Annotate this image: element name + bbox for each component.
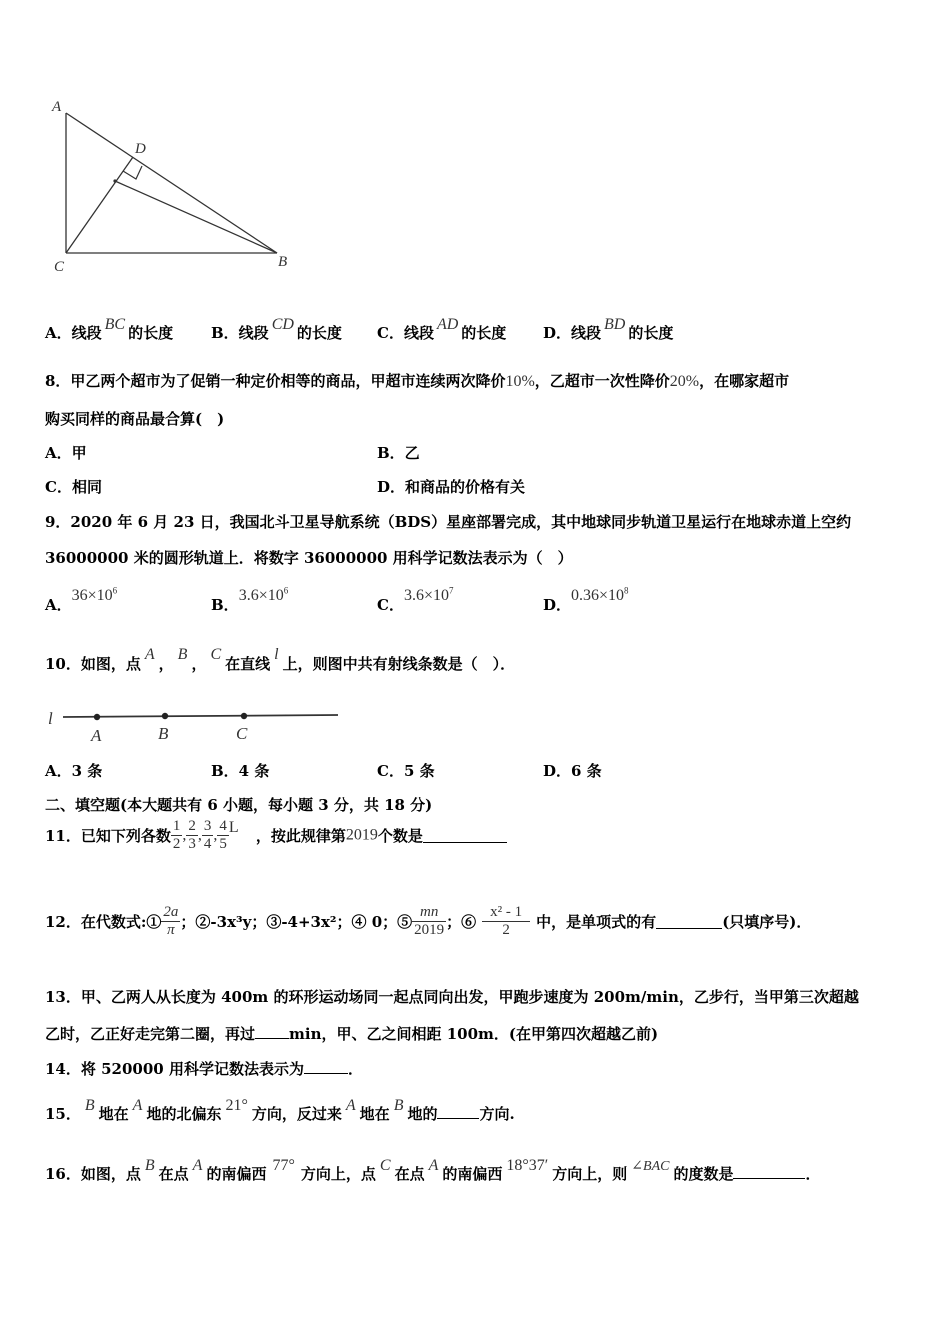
- q11-stem: 11．已知下列各数 $\frac{1}{2}$ , $\frac{2}{3}$ , $\frac{3}{4}$ , $\frac{4}{5}$ L ，按此规律第2019个数是: [45, 818, 507, 853]
- q15-stem: 15． B 地在 A 地的北偏东 21° 方向，反过来 A 地在 B 地的 方向.: [45, 1097, 515, 1123]
- point-label-C: C: [236, 724, 248, 743]
- q8-option-c: C．相同: [45, 478, 102, 496]
- q9-option-d: D．$0.36\times 10^8$: [543, 585, 629, 614]
- q10-option-c: C．5 条: [377, 762, 435, 780]
- q8-stem-line2: 购买同样的商品最合算( ): [45, 410, 225, 428]
- q13-stem-line2: 乙时，乙正好走完第二圈，再过 min，甲、乙之间相距 100m．(在甲第四次超越乙前): [45, 1025, 659, 1043]
- q14-stem: 14．将 520000 用科学记数法表示为 ．: [45, 1060, 363, 1078]
- q7-option-d: D．线段 BD 的长度: [543, 316, 674, 342]
- q7-option-a: A．线段 BC 的长度: [45, 316, 174, 342]
- q8-option-d: D．和商品的价格有关: [377, 478, 526, 496]
- q13-answer-blank[interactable]: [255, 1024, 289, 1039]
- q7-option-b: B．线段 CD 的长度: [211, 316, 342, 342]
- q9-stem-line2: 36000000 米的圆形轨道上．将数字 36000000 用科学记数法表示为（ ）: [45, 549, 573, 567]
- label-B: B: [278, 254, 288, 270]
- q11-answer-blank[interactable]: [423, 828, 507, 843]
- label-A: A: [52, 99, 62, 115]
- q12-answer-blank[interactable]: [656, 914, 722, 929]
- q14-answer-blank[interactable]: [304, 1059, 348, 1074]
- q9-stem: 9．2020 年 6 月 23 日，我国北斗卫星导航系统（BDS）星座部署完成，其中地球同步轨道卫星运行在地球赤道上空约: [45, 513, 852, 531]
- point-label-A: A: [91, 726, 102, 745]
- triangle-figure: [45, 95, 305, 280]
- q15-answer-blank[interactable]: [437, 1104, 479, 1119]
- q13-stem: 13．甲、乙两人从长度为 400m 的环形运动场同一起点同向出发，甲跑步速度为 200m/min，乙步行，当甲第三次超越: [45, 988, 859, 1006]
- q10-option-d: D．6 条: [543, 762, 602, 780]
- q8-stem: 8．甲乙两个超市为了促销一种定价相等的商品，甲超市连续两次降价10%，乙超市一次性降价20%，在哪家超市: [45, 372, 790, 390]
- label-C: C: [54, 259, 65, 275]
- q8-option-a: A．甲: [45, 444, 87, 462]
- q9-option-b: B．$3.6\times 10^6$: [211, 585, 289, 614]
- line-figure: [45, 700, 345, 748]
- q12-stem: 12．在代数式:① $\frac{2a}{\pi}$ ；②-3x³y；③-4+3x²；④ 0；⑤ $\frac{mn}{2019}$ ；⑥ $\frac{\text{x² - 1}}{2}$ 中，是单项式的有 (只填序号)．: [45, 904, 812, 938]
- q9-option-c: C．$3.6\times 10^7$: [377, 585, 454, 614]
- q16-answer-blank[interactable]: [733, 1164, 805, 1179]
- label-D: D: [135, 141, 146, 157]
- q10-option-a: A．3 条: [45, 762, 103, 780]
- point-label-B: B: [158, 724, 169, 743]
- line-label-l: l: [48, 709, 53, 728]
- q9-option-a: A．$36\times 10^6$: [45, 585, 118, 614]
- q10-stem: 10．如图，点A，B，C在直线l上，则图中共有射线条数是（ ）．: [45, 646, 516, 673]
- section-heading: 二、填空题(本大题共有 6 小题，每小题 3 分，共 18 分): [45, 796, 433, 814]
- q7-option-c: C．线段 AD 的长度: [377, 316, 507, 342]
- q10-option-b: B．4 条: [211, 762, 270, 780]
- q16-stem: 16．如图，点 B 在点 A 的南偏西 77° 方向上，点 C 在点 A 的南偏西 18°37′ 方向上，则 ∠BAC 的度数是 ．: [45, 1157, 821, 1183]
- q8-option-b: B．乙: [377, 444, 420, 462]
